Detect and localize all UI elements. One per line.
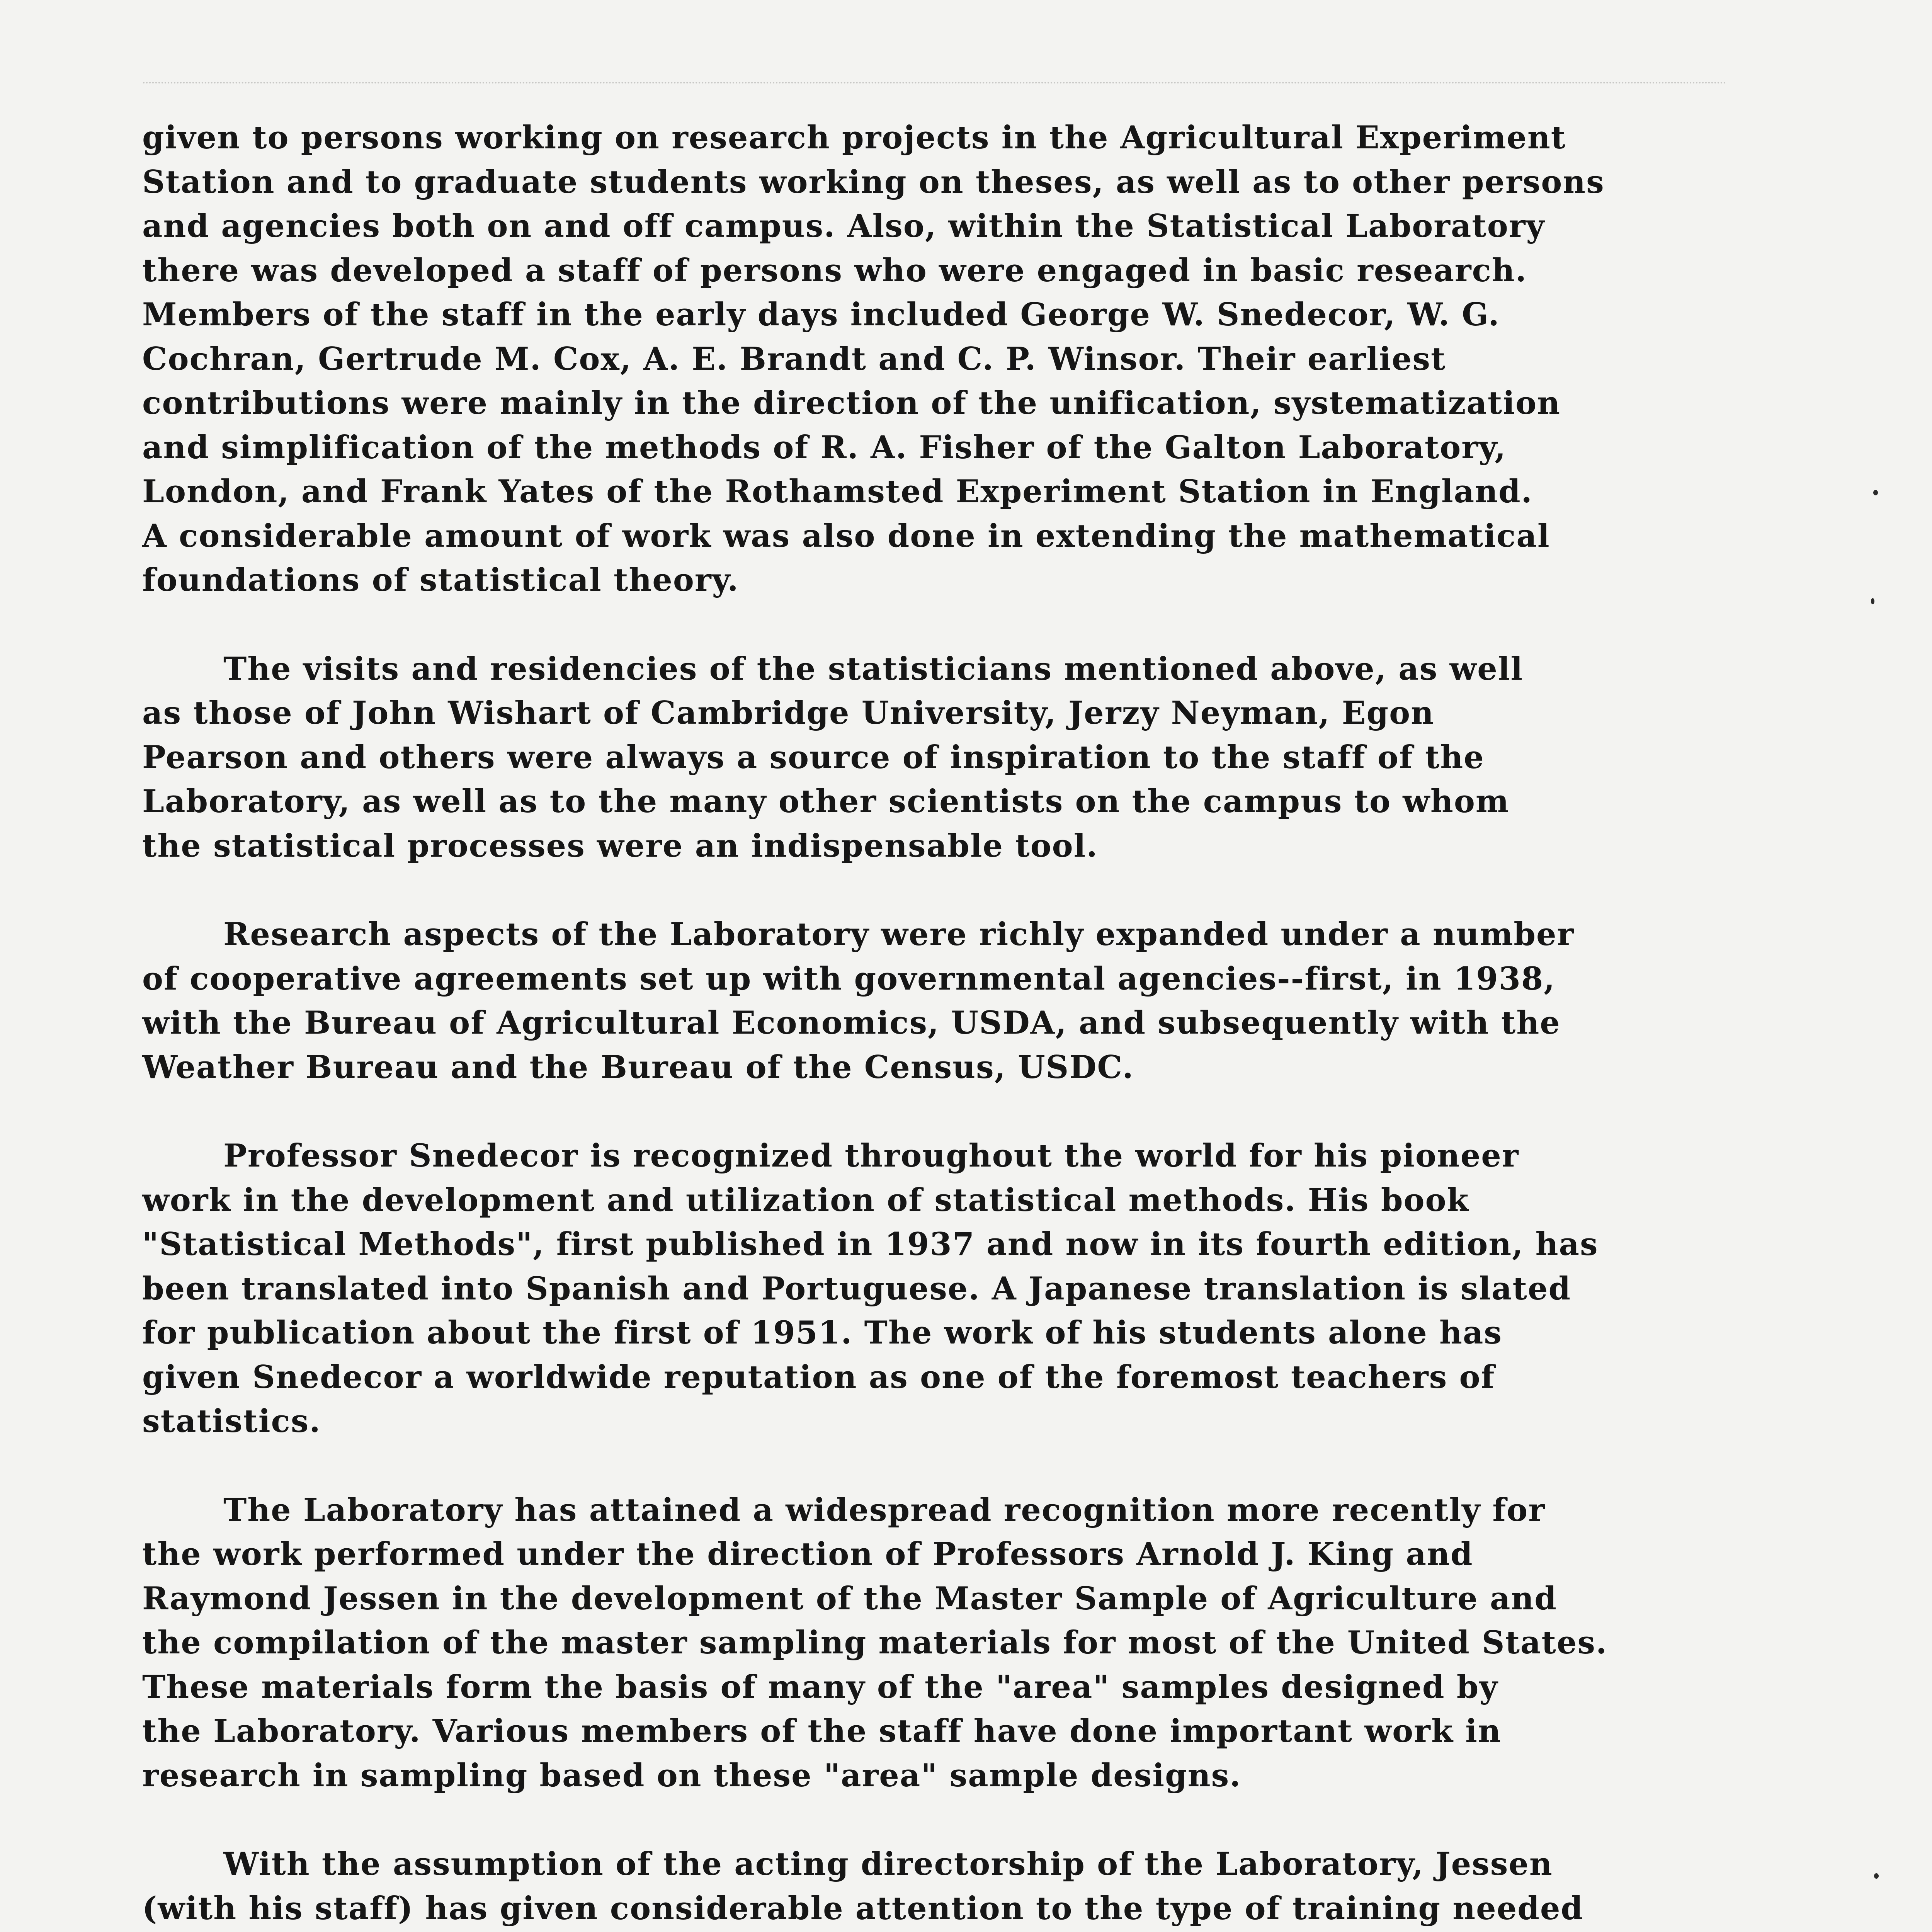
text-line: Members of the staff in the early days included George W. Snedecor, W. G. <box>142 296 1500 333</box>
text-line: statistics. <box>142 1403 321 1440</box>
text-line: Laboratory, as well as to the many other scientists on the campus to whom <box>142 783 1510 820</box>
text-line: The Laboratory has attained a widespread recognition more recently for <box>223 1492 1546 1529</box>
text-line: These materials form the basis of many of the "area" samples designed by <box>142 1668 1498 1706</box>
paragraph-5 <box>142 1488 1688 1798</box>
text-line: Raymond Jessen in the development of the Master Sample of Agriculture and <box>142 1580 1557 1617</box>
text-line: Station and to graduate students working on theses, as well as to other persons <box>142 163 1605 201</box>
scan-speck <box>1874 1873 1879 1879</box>
text-line: foundations of statistical theory. <box>142 562 739 599</box>
text-line: The visits and residencies of the statisticians mentioned above, as well <box>223 650 1524 687</box>
text-line: of cooperative agreements set up with governmental agencies--first, in 1938, <box>142 960 1556 997</box>
scan-speck <box>1873 490 1878 495</box>
text-line: and simplification of the methods of R. A. Fisher of the Galton Laboratory, <box>142 429 1507 466</box>
text-line: as those of John Wishart of Cambridge University, Jerzy Neyman, Egon <box>142 695 1435 731</box>
scan-speck <box>1871 598 1874 604</box>
paragraph-2 <box>142 647 1688 869</box>
text-line: the work performed under the direction of Professors Arnold J. King and <box>142 1536 1473 1573</box>
scan-edge-mark <box>143 82 1727 83</box>
text-line: A considerable amount of work was also done in extending the mathematical <box>142 517 1550 554</box>
text-line: Pearson and others were always a source of inspiration to the staff of the <box>142 739 1485 776</box>
paragraph-4 <box>142 1134 1688 1444</box>
text-line: the statistical processes were an indispensable tool. <box>142 827 1098 864</box>
paragraph-1 <box>142 116 1688 603</box>
text-line: "Statistical Methods", first published in 1937 and now in its fourth edition, has <box>142 1226 1599 1263</box>
text-line: Professor Snedecor is recognized throughout the world for his pioneer <box>223 1138 1519 1174</box>
text-line: given to persons working on research projects in the Agricultural Experiment <box>142 119 1566 156</box>
text-line: Research aspects of the Laboratory were richly expanded under a number <box>223 916 1575 953</box>
text-line: there was developed a staff of persons who were engaged in basic research. <box>142 252 1527 289</box>
text-line: With the assumption of the acting directorship of the Laboratory, Jessen <box>223 1846 1553 1883</box>
paragraph-3 <box>142 913 1688 1090</box>
text-line: research in sampling based on these "area" sample designs. <box>142 1757 1242 1794</box>
text-line: Weather Bureau and the Bureau of the Census, USDC. <box>142 1049 1134 1086</box>
text-line: Cochran, Gertrude M. Cox, A. E. Brandt and C. P. Winsor. Their earliest <box>142 340 1446 378</box>
text-line: (with his staff) has given considerable attention to the type of training needed <box>142 1890 1584 1927</box>
body-text <box>142 116 1688 1932</box>
text-line: work in the development and utilization of statistical methods. His book <box>142 1182 1469 1219</box>
text-line: contributions were mainly in the direction of the unification, systematization <box>142 385 1561 422</box>
text-line: London, and Frank Yates of the Rothamsted Experiment Station in England. <box>142 473 1533 510</box>
text-line: and agencies both on and off campus. Also, within the Statistical Laboratory <box>142 208 1545 245</box>
text-line: been translated into Spanish and Portuguese. A Japanese translation is slated <box>142 1270 1571 1307</box>
text-line: with the Bureau of Agricultural Economics, USDA, and subsequently with the <box>142 1005 1561 1041</box>
paragraph-6 <box>142 1842 1688 1932</box>
text-line: the Laboratory. Various members of the staff have done important work in <box>142 1713 1502 1750</box>
text-line: given Snedecor a worldwide reputation as one of the foremost teachers of <box>142 1359 1495 1396</box>
text-line: the compilation of the master sampling materials for most of the United States. <box>142 1624 1608 1661</box>
text-line: for publication about the first of 1951. The work of his students alone has <box>142 1315 1502 1351</box>
